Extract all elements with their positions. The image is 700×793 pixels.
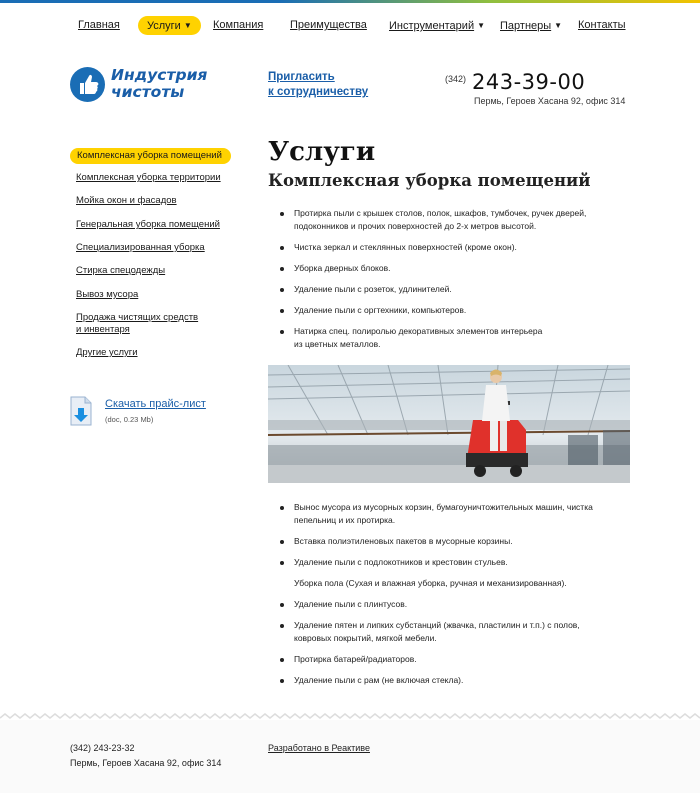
phone-code: (342) <box>445 74 467 84</box>
list-item-continuation: из цветных металлов. <box>294 339 381 349</box>
list-item: Удаление пыли с оргтехники, компьютеров. <box>280 304 610 317</box>
sidebar-item-general[interactable]: Генеральная уборка помещений <box>76 219 220 230</box>
sidebar-item-territory[interactable]: Комплексная уборка территории <box>76 172 221 183</box>
wave-divider <box>0 712 700 724</box>
chevron-down-icon: ▼ <box>183 21 192 30</box>
download-meta: (doc, 0.23 Mb) <box>105 415 154 424</box>
page-subtitle: Комплексная уборка помещений <box>268 171 591 190</box>
sidebar-item-products[interactable] <box>76 312 198 336</box>
main-nav <box>0 16 700 36</box>
list-item: Уборка дверных блоков. <box>280 262 610 275</box>
chevron-down-icon: ▼ <box>554 21 563 30</box>
sidebar-item-other[interactable]: Другие услуги <box>76 347 138 358</box>
download-price-link[interactable]: Скачать прайс-лист <box>105 398 206 410</box>
list-item: Чистка зеркал и стеклянных поверхностей (кроме окон). <box>280 241 610 254</box>
thumbs-up-icon <box>70 67 105 102</box>
list-item: Удаление пыли с рам (не включая стекла). <box>280 674 610 687</box>
developer-link[interactable]: Разработано в Реактиве <box>268 743 370 753</box>
chevron-down-icon: ▼ <box>477 21 486 30</box>
nav-services-label: Услуги <box>147 20 181 32</box>
footer-address: Пермь, Героев Хасана 92, офис 314 <box>70 758 222 768</box>
sidebar-item-garbage[interactable]: Вывоз мусора <box>76 289 139 300</box>
sidebar-item-laundry[interactable]: Стирка спецодежды <box>76 265 166 276</box>
footer <box>0 720 700 793</box>
sidebar-item-specialized[interactable]: Специализированная уборка <box>76 242 205 253</box>
nav-tools-label: Инструментарий <box>389 20 475 32</box>
invite-link[interactable] <box>268 70 368 100</box>
list-item: Протирка батарей/радиаторов. <box>280 653 610 666</box>
logo-line2: чистоты <box>111 83 185 101</box>
sidebar-item-windows[interactable]: Мойка окон и фасадов <box>76 195 177 206</box>
list-item: Натирка спец. полиролью декоративных элементов интерьера <box>280 325 610 338</box>
list-item: Удаление пыли с подлокотников и крестовин стульев. <box>280 556 610 569</box>
list-item: Удаление пятен и липких субстанций (жвачка, пластилин и т.п.) с полов, ковровых покрытий, мягкой мебели. <box>280 619 610 645</box>
logo[interactable] <box>70 67 230 107</box>
list-item-continuation: Уборка пола (Сухая и влажная уборка, ручная и механизированная). <box>294 578 567 588</box>
sidebar-item-products-line1: Продажа чистящих средств <box>76 312 199 323</box>
sidebar-item-products-line2: и инвентаря <box>76 324 130 335</box>
list-item: Удаление пыли с плинтусов. <box>280 598 610 611</box>
list-item: Вставка полиэтиленовых пакетов в мусорные корзины. <box>280 535 610 548</box>
nav-contacts[interactable]: Контакты <box>578 19 626 31</box>
nav-partners-label: Партнеры <box>500 20 552 32</box>
logo-text <box>111 67 207 101</box>
invite-line1: Пригласить <box>268 71 335 83</box>
nav-partners[interactable] <box>500 16 562 35</box>
nav-home[interactable]: Главная <box>78 19 120 31</box>
list-item: Протирка пыли с крышек столов, полок, шкафов, тумбочек, ручек дверей, подоконников и прочих поверхностей до 2-х метров высотой. <box>280 207 610 233</box>
nav-services[interactable] <box>138 16 201 35</box>
header-phone: 243-39-00 <box>472 70 586 94</box>
cleaning-photo <box>268 365 630 483</box>
footer-phone: (342) 243-23-32 <box>70 743 135 753</box>
sidebar-item-complex-cleaning[interactable]: Комплексная уборка помещений <box>70 148 231 164</box>
list-item: Вынос мусора из мусорных корзин, бумагоуничтожительных машин, чистка пепельниц и их протирка. <box>280 501 610 527</box>
top-color-bar <box>0 0 700 3</box>
logo-line1: Индустрия <box>111 66 208 84</box>
nav-advantages[interactable]: Преимущества <box>290 19 367 31</box>
nav-tools[interactable] <box>389 16 485 35</box>
services-list-2 <box>280 501 610 695</box>
list-item: Удаление пыли с розеток, удлинителей. <box>280 283 610 296</box>
services-list-1 <box>280 207 610 359</box>
nav-company[interactable]: Компания <box>213 19 264 31</box>
document-download-icon[interactable] <box>70 396 92 426</box>
page-title: Услуги <box>268 137 376 167</box>
invite-line2: к сотрудничеству <box>268 86 369 98</box>
header-address: Пермь, Героев Хасана 92, офис 314 <box>474 96 626 106</box>
